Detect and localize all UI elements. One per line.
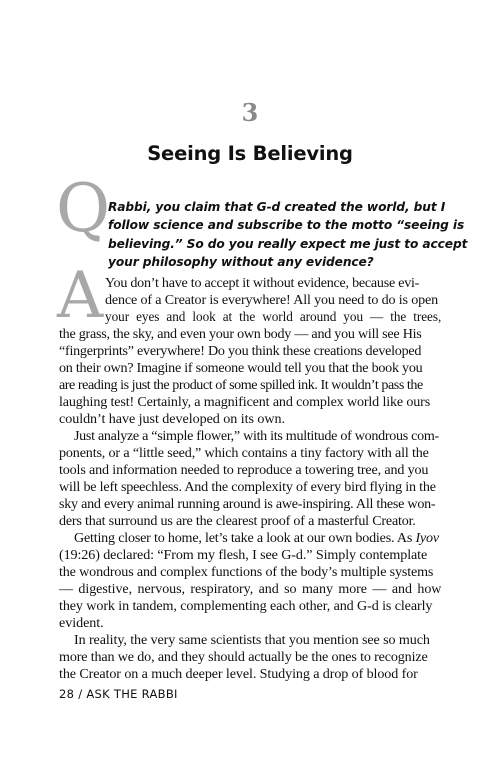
body-line: more than we do, and they should actually be the ones to recognize [59, 649, 428, 665]
chapter-number: 3 [241, 98, 259, 127]
body-line: Just analyze a “simple flower,” with its multitude of wondrous com- [74, 428, 439, 444]
body-line: are reading is just the product of some spilled ink. It wouldn’t pass the [59, 377, 423, 393]
question-line: believing.” So do you really expect me just to accept [108, 236, 468, 251]
book-reference: Iyov [415, 530, 439, 546]
body-line: ders that surround us are the clearest proof of a masterful Creator. [59, 513, 416, 529]
question-line: Rabbi, you claim that G-d created the world, but I [108, 200, 446, 214]
body-line: will be left speechless. And the complexity of every bird flying in the [59, 479, 436, 495]
body-line: “fingerprints” everywhere! Do you think these creations developed [59, 343, 422, 359]
question-drop-cap: Q [56, 170, 111, 247]
body-line: couldn’t have just developed on its own. [59, 411, 285, 427]
body-line-text: Getting closer to home, let’s take a look at our own bodies. As [74, 530, 416, 546]
body-line: they work in tandem, complementing each other, and G-d is clearly [59, 598, 433, 614]
question-line: follow science and subscribe to the motto “seeing is [108, 218, 465, 233]
body-line: laughing test! Certainly, a magnificent and complex world like ours [59, 394, 431, 410]
body-line: dence of a Creator is everywhere! All you need to do is open [105, 292, 439, 308]
body-line: the grass, the sky, and even your own body — and you will see His [59, 326, 422, 342]
body-line: tools and information needed to reproduce a towering tree, and you [59, 462, 429, 478]
answer-drop-cap: A [57, 259, 104, 333]
body-line: evident. [59, 615, 104, 631]
body-line: the wondrous and complex functions of the body’s multiple systems [59, 564, 434, 580]
body-line: your eyes and look at the world around you — the trees, [105, 309, 442, 325]
body-line: (19:26) declared: “From my flesh, I see G-d.” Simply contemplate [59, 547, 428, 563]
chapter-title: Seeing Is Believing [147, 142, 353, 165]
question-text [108, 198, 468, 271]
body-line: on their own? Imagine if someone would tell you that the book you [59, 360, 423, 376]
body-line: In reality, the very same scientists that you mention see so much [74, 632, 430, 648]
body-line: sky and every animal running around is awe-inspiring. All these won- [59, 496, 436, 512]
body-line: the Creator on a much deeper level. Studying a drop of blood for [59, 666, 418, 682]
body-line: ponents, or a “little seed,” which contains a tiny factory with all the [59, 445, 429, 461]
body-line: — digestive, nervous, respiratory, and so many more — and how [59, 581, 442, 597]
body-line: You don’t have to accept it without evidence, because evi- [105, 275, 420, 291]
body-line [74, 530, 439, 547]
question-line: your philosophy without any evidence? [108, 254, 374, 269]
page-footer-folio: 28 / ASK THE RABBI [59, 687, 178, 701]
